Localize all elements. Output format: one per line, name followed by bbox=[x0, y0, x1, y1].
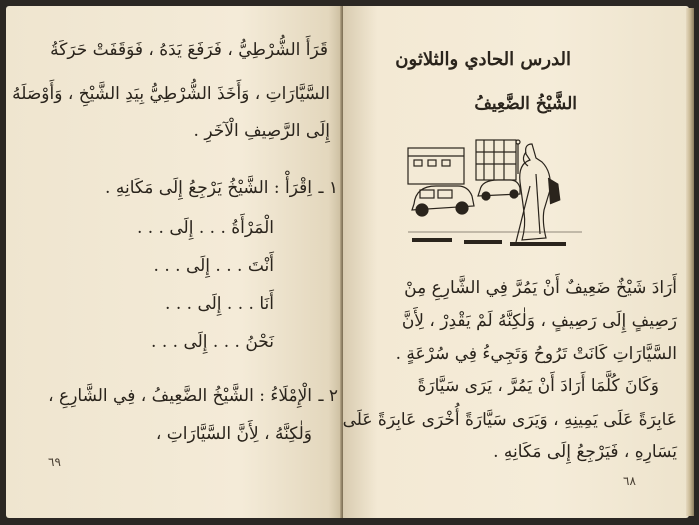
paragraph-line: أَرَادَ شَيْخٌ ضَعِيفٌ أَنْ يَمُرَّ فِي الشَّارِعِ مِنْ bbox=[404, 278, 677, 298]
paragraph-line: السَّيَّارَاتِ ، وَأَخَذَ الشُّرْطِيُّ بِيَدِ الشَّيْخِ ، وَأَوْصَلَهُ bbox=[12, 84, 330, 104]
exercise-item: الْمَرْأَةُ . . . إِلَى . . . bbox=[136, 218, 274, 238]
paragraph-line: يَسَارِهِ ، فَيَرْجِعُ إِلَى مَكَانِهِ . bbox=[493, 442, 677, 462]
exercise-item: نَحْنُ . . . إِلَى . . . bbox=[151, 332, 274, 352]
paragraph-line: إِلَى الرَّصِيفِ الْآخَرِ . bbox=[193, 121, 330, 141]
right-page bbox=[343, 6, 689, 518]
exercise-number: ١ ـ bbox=[318, 178, 338, 198]
exercise-item: أَنْتَ . . . إِلَى . . . bbox=[153, 256, 274, 276]
paragraph-line: وَكَانَ كُلَّمَا أَرَادَ أَنْ يَمُرَّ ، يَرَى سَيَّارَةً bbox=[417, 376, 659, 396]
paragraph-line: قَرَأَ الشُّرْطِيُّ ، فَرَفَعَ يَدَهُ ، فَوَقَفَتْ حَرَكَةُ bbox=[50, 40, 328, 60]
left-page bbox=[6, 6, 342, 518]
old-man-crossing-street-illustration bbox=[406, 134, 584, 258]
dictation-line: وَلٰكِنَّهُ ، لِأَنَّ السَّيَّارَاتِ ، bbox=[155, 424, 312, 444]
lesson-subtitle: الشَّيْخُ الضَّعِيفُ bbox=[474, 94, 577, 114]
paragraph-line: السَّيَّارَاتِ كَانَتْ تَرُوحُ وَتَجِيءُ فِي سُرْعَةٍ . bbox=[395, 344, 677, 364]
paragraph-line: رَصِيفٍ إِلَى رَصِيفٍ ، وَلٰكِنَّهُ لَمْ يَقْدِرْ ، لِأَنَّ bbox=[401, 311, 677, 331]
paragraph-line: عَابِرَةً عَلَى يَمِينِهِ ، وَيَرَى سَيَّارَةً أُخْرَى عَابِرَةً عَلَى bbox=[342, 410, 677, 430]
page-number: ٦٩ bbox=[48, 455, 61, 469]
exercise-item: أَنَا . . . إِلَى . . . bbox=[165, 294, 274, 314]
dictation-line: الْإِمْلَاءُ : الشَّيْخُ الضَّعِيفُ ، فِي الشَّارِعِ ، bbox=[48, 386, 312, 406]
exercise-number: ٢ ـ bbox=[318, 386, 338, 406]
page-number: ٦٨ bbox=[623, 474, 636, 488]
page-edge bbox=[686, 8, 694, 516]
exercise-heading: اِقْرَأْ : الشَّيْخُ يَرْجِعُ إِلَى مَكَانِهِ . bbox=[105, 178, 312, 198]
lesson-title: الدرس الحادي والثلاثون bbox=[395, 49, 571, 70]
